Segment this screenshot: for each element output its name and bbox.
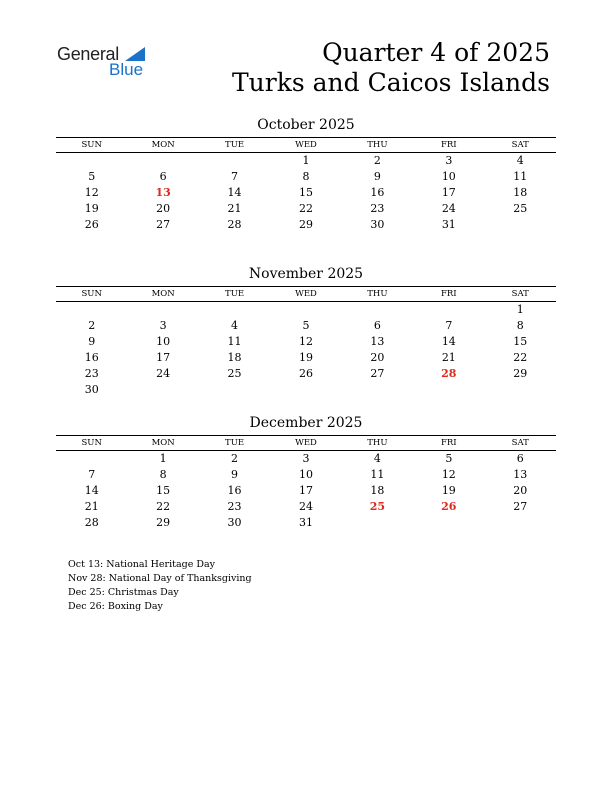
- day-cell: 6: [516, 452, 524, 465]
- day-cell: 21: [441, 351, 456, 364]
- weekday-label: TUE: [225, 438, 245, 448]
- day-cell: 23: [84, 367, 99, 380]
- holiday-day: 13: [155, 186, 171, 199]
- weekday-label: SAT: [511, 438, 529, 448]
- day-cell: 10: [156, 335, 171, 348]
- week-row: [56, 185, 556, 201]
- holiday-list: [68, 558, 252, 614]
- weekday-label: TUE: [225, 289, 245, 299]
- holiday-item: Dec 25: Christmas Day: [68, 587, 179, 598]
- day-cell: 11: [370, 468, 385, 481]
- day-cell: 5: [88, 170, 96, 183]
- weekday-label: MON: [151, 438, 175, 448]
- day-cell: 25: [513, 202, 528, 215]
- day-cell: 31: [441, 218, 456, 231]
- day-cell: 7: [445, 319, 453, 332]
- day-cell: 7: [231, 170, 239, 183]
- holiday-day: 26: [441, 500, 457, 513]
- month-calendar: [56, 265, 556, 398]
- day-cell: 20: [156, 202, 171, 215]
- day-cell: 8: [159, 468, 167, 481]
- empty-day-cell: [413, 302, 484, 318]
- empty-day-cell: [56, 302, 127, 318]
- week-row: [56, 318, 556, 334]
- weekday-header: [56, 137, 556, 153]
- day-cell: 11: [513, 170, 528, 183]
- empty-day-cell: [127, 302, 198, 318]
- weekday-label: WED: [295, 289, 317, 299]
- day-cell: 1: [302, 154, 310, 167]
- day-cell: 16: [84, 351, 99, 364]
- day-cell: 6: [159, 170, 167, 183]
- empty-day-cell: [270, 302, 341, 318]
- day-cell: 10: [441, 170, 456, 183]
- day-cell: 1: [516, 303, 524, 316]
- day-cell: 26: [298, 367, 313, 380]
- day-cell: 3: [445, 154, 453, 167]
- generalblue-logo: [57, 44, 157, 80]
- weekday-label: MON: [151, 289, 175, 299]
- day-cell: 17: [156, 351, 171, 364]
- month-calendar: [56, 116, 556, 233]
- page-title: Quarter 4 of 2025: [322, 38, 550, 67]
- day-cell: 12: [84, 186, 99, 199]
- day-cell: 3: [159, 319, 167, 332]
- day-cell: 1: [159, 452, 167, 465]
- day-cell: 6: [373, 319, 381, 332]
- day-cell: 15: [156, 484, 171, 497]
- weekday-label: THU: [367, 289, 388, 299]
- week-row: [56, 169, 556, 185]
- weekday-label: SAT: [511, 140, 529, 150]
- weekday-label: SUN: [81, 140, 102, 150]
- weekday-label: FRI: [440, 140, 457, 150]
- day-cell: 14: [441, 335, 456, 348]
- day-cell: 15: [298, 186, 313, 199]
- day-cell: 7: [88, 468, 96, 481]
- day-cell: 18: [370, 484, 385, 497]
- day-cell: 20: [370, 351, 385, 364]
- empty-day-cell: [485, 217, 556, 233]
- weekday-label: WED: [295, 140, 317, 150]
- day-cell: 9: [373, 170, 381, 183]
- day-cell: 29: [298, 218, 313, 231]
- week-row: [56, 451, 556, 467]
- holiday-item: Nov 28: National Day of Thanksgiving: [68, 573, 252, 584]
- week-row: [56, 515, 556, 531]
- day-cell: 22: [156, 500, 171, 513]
- day-cell: 4: [373, 452, 381, 465]
- week-row: [56, 382, 556, 398]
- weekday-label: FRI: [440, 438, 457, 448]
- empty-day-cell: [199, 382, 270, 398]
- day-cell: 24: [298, 500, 313, 513]
- empty-day-cell: [342, 382, 413, 398]
- day-cell: 11: [227, 335, 242, 348]
- month-title: October 2025: [257, 117, 355, 133]
- day-cell: 19: [84, 202, 99, 215]
- day-cell: 9: [88, 335, 96, 348]
- week-row: [56, 350, 556, 366]
- week-row: [56, 217, 556, 233]
- day-cell: 27: [513, 500, 528, 513]
- day-cell: 16: [227, 484, 242, 497]
- day-cell: 23: [370, 202, 385, 215]
- logo-triangle-icon: [125, 47, 145, 61]
- day-cell: 30: [370, 218, 385, 231]
- day-cell: 18: [513, 186, 528, 199]
- day-cell: 8: [302, 170, 310, 183]
- day-cell: 23: [227, 500, 242, 513]
- day-cell: 12: [298, 335, 313, 348]
- day-cell: 2: [88, 319, 96, 332]
- day-cell: 17: [441, 186, 456, 199]
- day-cell: 22: [513, 351, 528, 364]
- day-cell: 2: [231, 452, 239, 465]
- week-row: [56, 483, 556, 499]
- holiday-item: Oct 13: National Heritage Day: [68, 559, 215, 570]
- empty-day-cell: [342, 515, 413, 531]
- empty-day-cell: [127, 153, 198, 169]
- empty-day-cell: [56, 451, 127, 467]
- day-cell: 21: [227, 202, 242, 215]
- holiday-item: Dec 26: Boxing Day: [68, 601, 163, 612]
- weekday-label: SAT: [511, 289, 529, 299]
- day-cell: 24: [156, 367, 171, 380]
- day-cell: 8: [516, 319, 524, 332]
- day-cell: 12: [441, 468, 456, 481]
- day-cell: 14: [84, 484, 99, 497]
- day-cell: 21: [84, 500, 99, 513]
- month-title: November 2025: [248, 266, 364, 282]
- weekday-label: MON: [151, 140, 175, 150]
- logo-general-text: General: [57, 44, 119, 64]
- day-cell: 4: [231, 319, 239, 332]
- week-row: [56, 334, 556, 350]
- day-cell: 16: [370, 186, 385, 199]
- weekday-header: [56, 435, 556, 451]
- day-cell: 17: [298, 484, 313, 497]
- empty-day-cell: [413, 515, 484, 531]
- day-cell: 30: [84, 383, 99, 396]
- day-cell: 28: [227, 218, 242, 231]
- weekday-label: THU: [367, 438, 388, 448]
- page-subtitle: Turks and Caicos Islands: [231, 68, 550, 97]
- day-cell: 15: [513, 335, 528, 348]
- day-cell: 30: [227, 516, 242, 529]
- empty-day-cell: [413, 382, 484, 398]
- day-cell: 18: [227, 351, 242, 364]
- day-cell: 13: [370, 335, 385, 348]
- week-row: [56, 201, 556, 217]
- weekday-label: FRI: [440, 289, 457, 299]
- empty-day-cell: [485, 515, 556, 531]
- holiday-day: 28: [441, 367, 457, 380]
- day-cell: 2: [373, 154, 381, 167]
- month-calendar: [56, 414, 556, 531]
- empty-day-cell: [199, 302, 270, 318]
- week-row: [56, 302, 556, 318]
- day-cell: 13: [513, 468, 528, 481]
- empty-day-cell: [342, 302, 413, 318]
- day-cell: 24: [441, 202, 456, 215]
- day-cell: 19: [298, 351, 313, 364]
- weekday-label: THU: [367, 140, 388, 150]
- weekday-label: SUN: [81, 289, 102, 299]
- holiday-day: 25: [369, 500, 386, 513]
- day-cell: 29: [513, 367, 528, 380]
- day-cell: 31: [298, 516, 313, 529]
- day-cell: 27: [370, 367, 385, 380]
- day-cell: 22: [298, 202, 313, 215]
- empty-day-cell: [485, 382, 556, 398]
- week-row: [56, 153, 556, 169]
- week-row: [56, 499, 556, 515]
- logo-blue-text: Blue: [109, 60, 144, 79]
- month-title: December 2025: [249, 415, 363, 431]
- day-cell: 10: [298, 468, 313, 481]
- weekday-label: TUE: [225, 140, 245, 150]
- day-cell: 14: [227, 186, 242, 199]
- day-cell: 5: [445, 452, 453, 465]
- empty-day-cell: [270, 382, 341, 398]
- day-cell: 4: [516, 154, 524, 167]
- empty-day-cell: [127, 382, 198, 398]
- weekday-label: SUN: [81, 438, 102, 448]
- day-cell: 26: [84, 218, 99, 231]
- day-cell: 27: [156, 218, 171, 231]
- day-cell: 28: [84, 516, 99, 529]
- day-cell: 3: [302, 452, 310, 465]
- day-cell: 29: [156, 516, 171, 529]
- day-cell: 20: [513, 484, 528, 497]
- day-cell: 19: [441, 484, 456, 497]
- day-cell: 25: [227, 367, 242, 380]
- weekday-header: [56, 286, 556, 302]
- empty-day-cell: [199, 153, 270, 169]
- day-cell: 9: [231, 468, 239, 481]
- weekday-label: WED: [295, 438, 317, 448]
- week-row: [56, 366, 556, 382]
- empty-day-cell: [56, 153, 127, 169]
- day-cell: 5: [302, 319, 310, 332]
- week-row: [56, 467, 556, 483]
